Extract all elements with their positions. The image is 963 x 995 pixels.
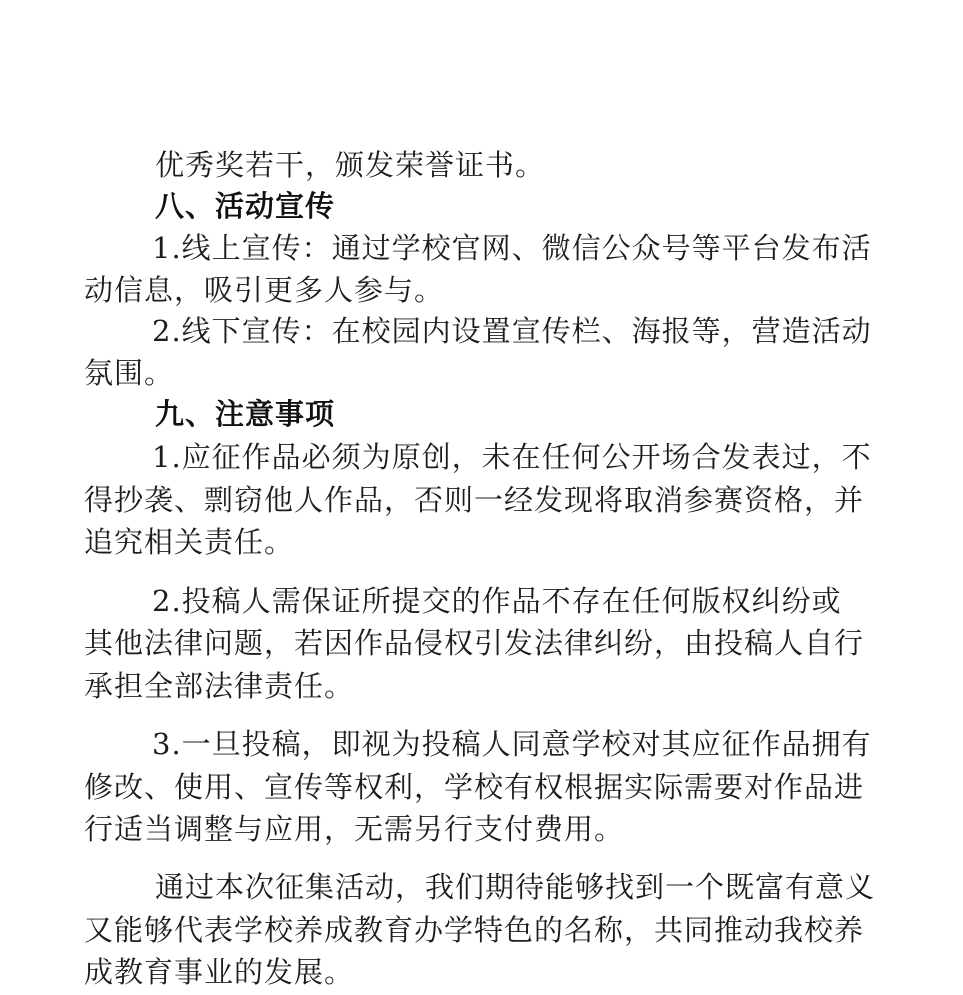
section-heading: 八、活动宣传: [155, 189, 336, 223]
text-line: 得抄袭、剽窃他人作品，否则一经发现将取消参赛资格，并: [84, 483, 865, 517]
text-line: 成教育事业的发展。: [84, 955, 355, 989]
text-line: 承担全部法律责任。: [84, 669, 355, 703]
text-line: 2.线下宣传：在校园内设置宣传栏、海报等，营造活动: [152, 314, 872, 348]
text-line: 1.线上宣传：通过学校官网、微信公众号等平台发布活: [152, 231, 872, 265]
text-line: 修改、使用、宣传等权利，学校有权根据实际需要对作品进: [84, 770, 865, 804]
text-line: 通过本次征集活动，我们期待能够找到一个既富有意义: [155, 870, 876, 904]
text-line: 追究相关责任。: [84, 525, 295, 559]
text-line: 其他法律问题，若因作品侵权引发法律纠纷，由投稿人自行: [84, 626, 865, 660]
section-heading: 九、注意事项: [155, 397, 336, 431]
text-line: 行适当调整与应用，无需另行支付费用。: [84, 812, 625, 846]
text-line: 又能够代表学校养成教育办学特色的名称，共同推动我校养: [84, 913, 865, 947]
text-line: 优秀奖若干，颁发荣誉证书。: [155, 148, 546, 182]
text-line: 3.一旦投稿，即视为投稿人同意学校对其应征作品拥有: [152, 727, 872, 761]
text-line: 动信息，吸引更多人参与。: [84, 273, 445, 307]
text-line: 氛围。: [84, 356, 175, 390]
text-line: 1.应征作品必须为原创，未在任何公开场合发表过，不: [152, 440, 872, 474]
text-line: 2.投稿人需保证所提交的作品不存在任何版权纠纷或: [152, 584, 842, 618]
